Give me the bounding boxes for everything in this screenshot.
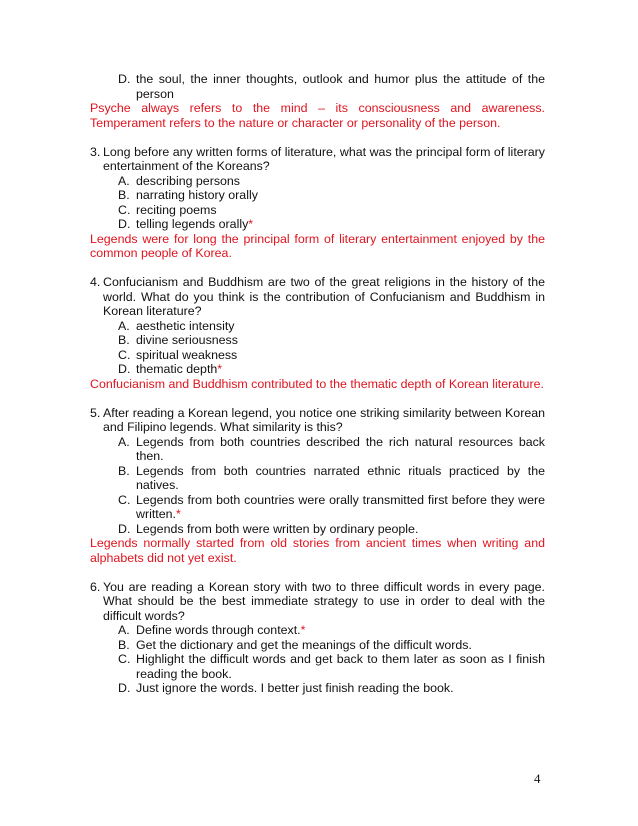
- question-4: [90, 275, 545, 391]
- question-5: [90, 406, 545, 566]
- answer-option: [118, 623, 545, 638]
- answer-option: [118, 333, 545, 348]
- question-2-tail: [90, 72, 545, 130]
- question-text: After reading a Korean legend, you notice one striking similarity between Korean and Filipino legends. What similarity is this?: [103, 405, 545, 434]
- question-text: Long before any written forms of literature, what was the principal form of literary entertainment of the Koreans?: [103, 144, 545, 173]
- question-text: You are reading a Korean story with two to three difficult words in every page. What should be the best immediate strategy to use in order to deal with the difficult words?: [103, 579, 545, 623]
- answer-option: [118, 319, 545, 334]
- correct-answer-mark: *: [300, 623, 306, 637]
- answer-option: [118, 464, 545, 493]
- option-letter: B.: [118, 463, 130, 478]
- option-text: spiritual weakness: [136, 347, 238, 362]
- answer-option: [118, 217, 545, 232]
- answer-option: [118, 493, 545, 522]
- option-letter: D.: [118, 217, 131, 231]
- question-stem: [90, 580, 545, 624]
- option-letter: A.: [118, 318, 130, 333]
- option-letter: C.: [118, 652, 131, 666]
- option-letter: D.: [118, 681, 131, 695]
- option-text: the soul, the inner thoughts, outlook and humor plus the attitude of the person: [136, 72, 545, 101]
- option-letter: C.: [118, 347, 131, 362]
- question-number: 5.: [90, 405, 101, 420]
- option-letter: A.: [118, 434, 130, 449]
- answer-options: [118, 72, 545, 101]
- option-letter: B.: [118, 333, 130, 347]
- question-stem: [90, 275, 545, 319]
- option-text: Define words through context.: [136, 623, 301, 637]
- option-letter: A.: [118, 173, 130, 188]
- option-letter: D.: [118, 72, 131, 86]
- option-text: thematic depth: [136, 362, 218, 376]
- answer-option: [118, 681, 545, 696]
- option-letter: D.: [118, 521, 131, 536]
- answer-option: [118, 174, 545, 189]
- answer-explanation: Legends were for long the principal form of literary entertainment enjoyed by the common people of Korea.: [90, 231, 545, 260]
- option-text: describing persons: [136, 173, 241, 188]
- option-letter: A.: [118, 623, 130, 637]
- answer-option: [118, 435, 545, 464]
- option-letter: B.: [118, 188, 130, 202]
- question-text: Confucianism and Buddhism are two of the great religions in the history of the world. What do you think is the contribution of Confucianism and Buddhism in Korean literature?: [103, 275, 545, 318]
- answer-option: [118, 188, 545, 203]
- option-text: divine seriousness: [136, 333, 238, 347]
- answer-option: [118, 348, 545, 363]
- answer-option: [118, 72, 545, 101]
- option-letter: D.: [118, 362, 131, 376]
- answer-explanation: Psyche always refers to the mind – its consciousness and awareness. Temperament refers to the nature or character or personality of the person.: [90, 101, 545, 130]
- option-text: aesthetic intensity: [136, 318, 235, 333]
- option-text: Legends from both countries narrated ethnic rituals practiced by the natives.: [136, 463, 545, 492]
- option-letter: C.: [118, 202, 131, 217]
- question-stem: [90, 406, 545, 435]
- answer-options: [118, 623, 545, 696]
- answer-option: [118, 638, 545, 653]
- answer-option: [118, 362, 545, 377]
- option-text: Highlight the difficult words and get back to them later as soon as I finish reading the book.: [136, 652, 545, 681]
- option-letter: B.: [118, 637, 130, 652]
- question-6: [90, 580, 545, 696]
- option-text: Just ignore the words. I better just finish reading the book.: [136, 681, 454, 695]
- correct-answer-mark: *: [175, 507, 181, 521]
- answer-explanation: Confucianism and Buddhism contributed to the thematic depth of Korean literature.: [90, 376, 544, 391]
- page-number: 4: [534, 771, 541, 786]
- question-number: 4.: [90, 275, 101, 289]
- option-letter: C.: [118, 492, 131, 507]
- option-text: Legends from both countries described the rich natural resources back then.: [136, 434, 545, 463]
- option-text: reciting poems: [136, 202, 217, 217]
- correct-answer-mark: *: [248, 217, 254, 231]
- option-text: Get the dictionary and get the meanings of the difficult words.: [136, 637, 472, 652]
- option-text: Legends from both were written by ordinary people.: [136, 521, 419, 536]
- answer-explanation: Legends normally started from old stories from ancient times when writing and alphabets did not yet exist.: [90, 536, 545, 565]
- answer-options: [118, 319, 545, 377]
- question-3: [90, 145, 545, 261]
- question-number: 6.: [90, 579, 101, 594]
- question-number: 3.: [90, 144, 101, 159]
- option-text: Legends from both countries were orally transmitted first before they were written.: [136, 492, 545, 521]
- correct-answer-mark: *: [217, 362, 223, 376]
- answer-options: [118, 435, 545, 537]
- page-content: [90, 72, 545, 696]
- answer-option: [118, 203, 545, 218]
- option-text: telling legends orally: [136, 217, 249, 231]
- answer-option: [118, 652, 545, 681]
- answer-option: [118, 522, 545, 537]
- answer-options: [118, 174, 545, 232]
- option-text: narrating history orally: [136, 188, 258, 202]
- question-stem: [90, 145, 545, 174]
